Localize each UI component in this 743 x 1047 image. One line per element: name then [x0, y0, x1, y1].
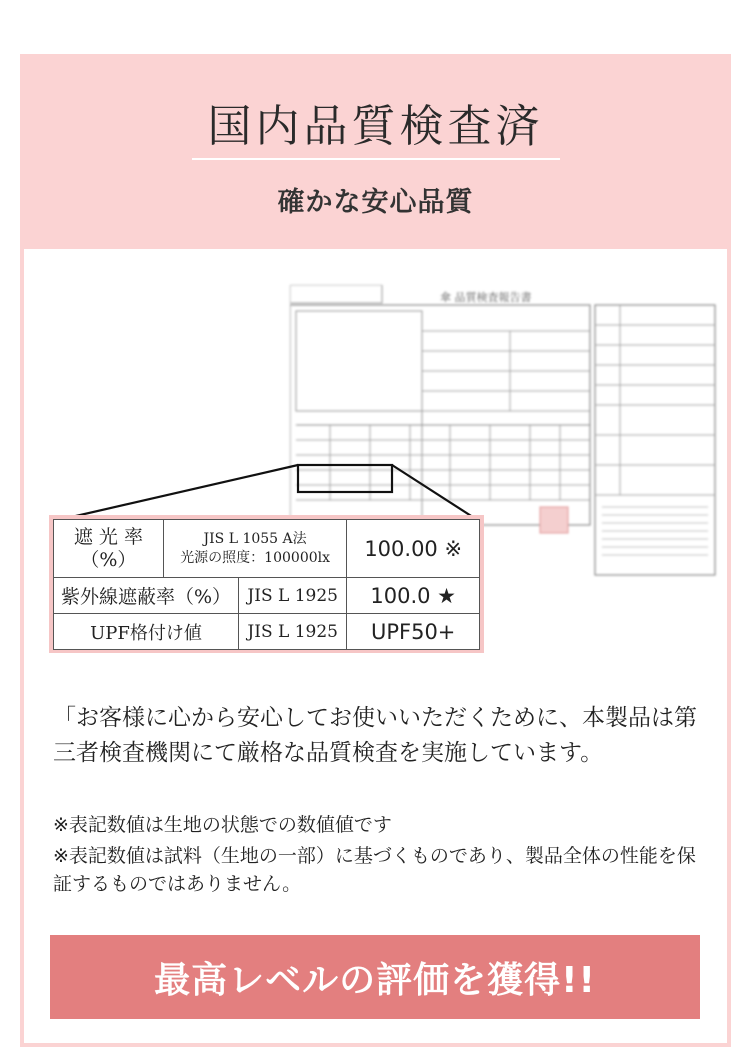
result-item-label: UPF格付け値	[54, 614, 239, 649]
report-heading: 傘 品質検査報告書	[440, 291, 532, 304]
content-panel	[24, 249, 727, 1043]
test-results-table	[53, 519, 480, 649]
result-method: JIS L 1925	[247, 585, 338, 606]
page-subtitle: 確かな安心品質	[277, 187, 474, 218]
result-item-row3	[54, 614, 347, 650]
title-divider	[192, 158, 560, 160]
result-value: UPF50+	[347, 614, 480, 650]
table-row	[54, 578, 480, 614]
description-text: 「お客様に心から安心してお使いいただくために、本製品は第三者検査機関にて厳格な品質検査を実施しています。	[53, 705, 697, 766]
result-item-label: 遮 光 率 （%）	[54, 520, 164, 578]
footnote-1: ※表記数値は生地の状態での数値値です	[53, 814, 392, 836]
evaluation-banner: 最高レベルの評価を獲得!!	[50, 935, 700, 1019]
result-item-row2	[54, 578, 347, 614]
result-value: 100.0 ★	[347, 578, 480, 614]
table-row	[54, 520, 480, 578]
footnote-2: ※表記数値は試料（生地の一部）に基づくものであり、製品全体の性能を保証するものではありません。	[53, 845, 696, 895]
result-method: JIS L 1925	[247, 621, 338, 642]
result-method: JIS L 1055 A法 光源の照度：100000lx	[163, 520, 347, 578]
table-row	[54, 614, 480, 650]
result-value: 100.00 ※	[347, 520, 480, 578]
quality-card	[20, 54, 731, 1047]
page-title: 国内品質検査済	[207, 101, 544, 152]
result-item-label: 紫外線遮蔽率（%）	[54, 578, 239, 613]
